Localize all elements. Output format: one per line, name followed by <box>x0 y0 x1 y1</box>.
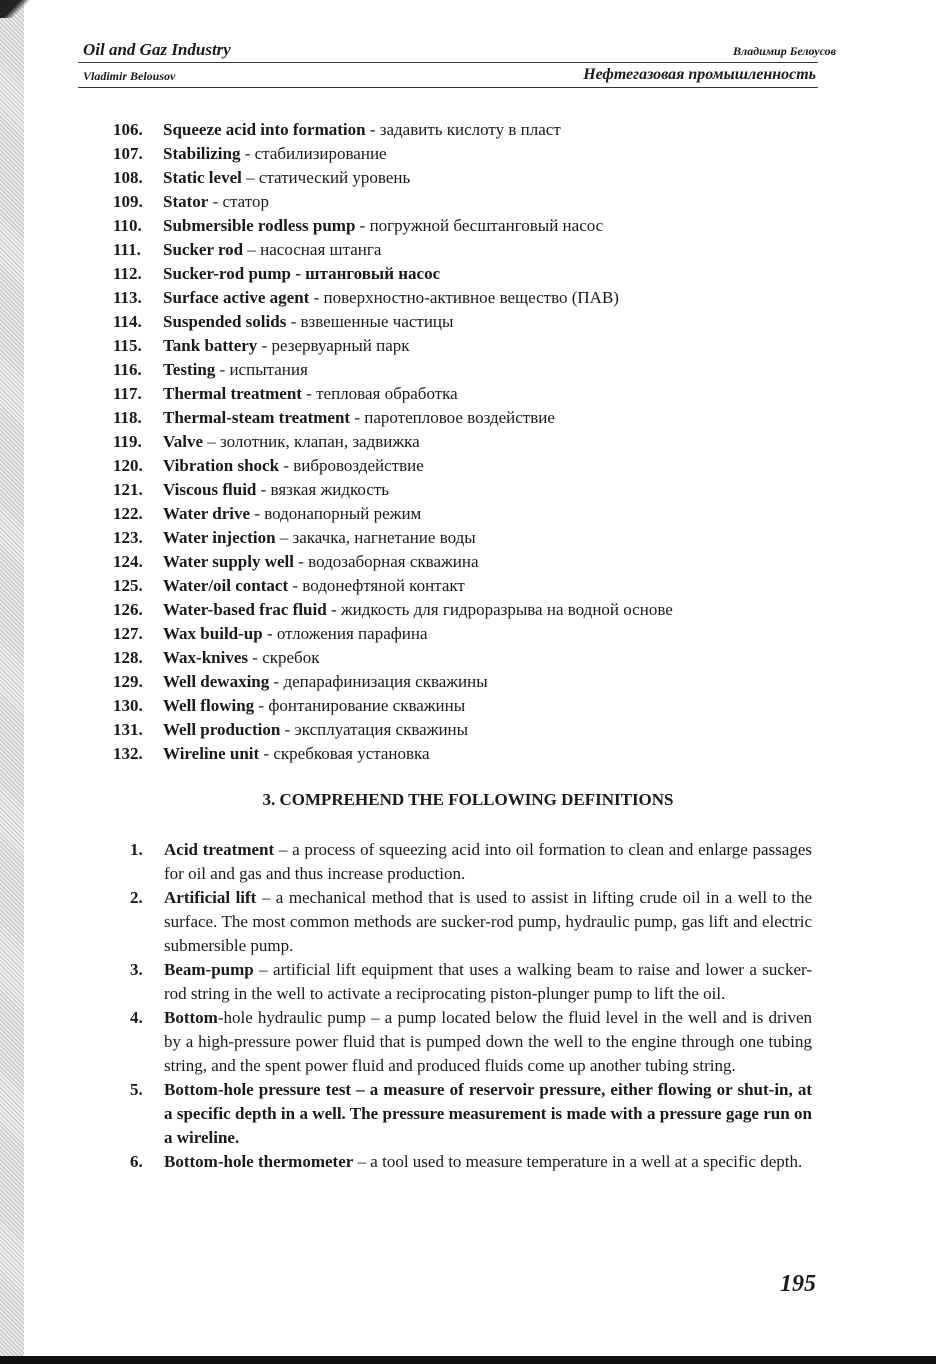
term-en: Squeeze acid into formation <box>163 120 366 139</box>
page-number: 195 <box>780 1271 816 1297</box>
definition-number: 5. <box>130 1080 143 1099</box>
item-number: 115. <box>113 336 142 355</box>
glossary-item <box>113 358 833 382</box>
glossary-item <box>113 742 833 766</box>
glossary-item <box>113 526 833 550</box>
separator: - <box>350 408 365 427</box>
glossary-item <box>113 694 833 718</box>
translation-ru: испытания <box>229 360 308 379</box>
header-rule-bottom <box>78 87 818 88</box>
separator: - <box>279 456 294 475</box>
glossary-item <box>113 430 833 454</box>
definition-term: Acid treatment <box>164 840 275 859</box>
term-en: Stabilizing <box>163 144 241 163</box>
item-number: 113. <box>113 288 142 307</box>
translation-ru: насосная штанга <box>260 240 382 259</box>
translation-ru: золотник, клапан, задвижка <box>220 432 420 451</box>
separator: - <box>215 360 230 379</box>
term-en: Water injection <box>163 528 276 547</box>
glossary-item <box>113 622 833 646</box>
item-number: 131. <box>113 720 143 739</box>
term-en: Valve <box>163 432 203 451</box>
item-number: 119. <box>113 432 142 451</box>
translation-ru: погружной бесштанговый насос <box>369 216 604 235</box>
translation-ru: водонефтяной контакт <box>302 576 465 595</box>
translation-ru: эксплуатация скважины <box>294 720 469 739</box>
definition-number: 3. <box>130 960 143 979</box>
scan-bottom-edge <box>0 1356 936 1364</box>
term-en: Water supply well <box>163 552 294 571</box>
separator: - <box>254 696 269 715</box>
term-en: Wax build-up <box>163 624 263 643</box>
definition-item <box>130 1150 812 1174</box>
translation-ru: отложения парафина <box>276 624 428 643</box>
separator: - <box>326 600 341 619</box>
translation-ru: взвешенные частицы <box>300 312 454 331</box>
item-number: 132. <box>113 744 143 763</box>
glossary-item <box>113 502 833 526</box>
glossary-item <box>113 646 833 670</box>
definition-text: – a measure of reservoir pressure, either flowing or shut-in, at a specific depth in a well. The pressure measurement is made with a pressure gage run on a wireline. <box>164 1080 813 1147</box>
definition-term: Beam-pump <box>164 960 254 979</box>
term-en: Viscous fluid <box>163 480 257 499</box>
translation-ru: паротепловое воздействие <box>364 408 555 427</box>
glossary-item <box>113 142 833 166</box>
translation-ru: фонтанирование скважины <box>268 696 466 715</box>
item-number: 109. <box>113 192 143 211</box>
translation-ru: вязкая жидкость <box>270 480 390 499</box>
separator: - <box>365 120 380 139</box>
definition-item <box>130 1078 812 1150</box>
definition-term: Bottom <box>164 1008 218 1027</box>
glossary-item <box>113 406 833 430</box>
item-number: 118. <box>113 408 142 427</box>
item-number: 114. <box>113 312 142 331</box>
definition-number: 6. <box>130 1152 143 1171</box>
separator: – <box>203 432 220 451</box>
term-en: Stator <box>163 192 209 211</box>
translation-ru: тепловая обработка <box>316 384 458 403</box>
glossary-item <box>113 190 833 214</box>
separator: - <box>256 480 271 499</box>
separator: - <box>269 672 284 691</box>
translation-ru: задавить кислоту в пласт <box>379 120 561 139</box>
separator: - <box>280 720 295 739</box>
item-number: 129. <box>113 672 143 691</box>
definition-item <box>130 886 812 958</box>
definitions-list <box>130 838 812 1174</box>
separator: - <box>257 336 272 355</box>
term-en: Sucker rod <box>163 240 244 259</box>
definition-text: -hole hydraulic pump – a pump located below the fluid level in the well and is driven by a high-pressure power fluid that is pumped down the well to the engine through one tubing string, and the spent power fluid and produced fluids come up another tubing string. <box>164 1008 812 1075</box>
glossary-item <box>113 550 833 574</box>
item-number: 126. <box>113 600 143 619</box>
translation-ru: закачка, нагнетание воды <box>292 528 476 547</box>
definition-item <box>130 838 812 886</box>
definition-term: Bottom-hole thermometer <box>164 1152 354 1171</box>
separator: – <box>241 168 259 187</box>
item-number: 111. <box>113 240 141 259</box>
translation-ru: статический уровень <box>258 168 411 187</box>
glossary-item <box>113 166 833 190</box>
definition-term: Bottom-hole pressure test <box>164 1080 352 1099</box>
glossary-item <box>113 598 833 622</box>
term-en: Well flowing <box>163 696 255 715</box>
glossary-item <box>113 238 833 262</box>
item-number: 106. <box>113 120 143 139</box>
definition-number: 4. <box>130 1008 143 1027</box>
glossary-item <box>113 670 833 694</box>
separator: - <box>208 192 223 211</box>
definition-number: 1. <box>130 840 143 859</box>
definition-number: 2. <box>130 888 143 907</box>
item-number: 123. <box>113 528 143 547</box>
item-number: 112. <box>113 264 142 283</box>
translation-ru: скребок <box>262 648 320 667</box>
item-number: 125. <box>113 576 143 595</box>
scan-corner-shadow <box>0 0 34 18</box>
term-en: Well production <box>163 720 281 739</box>
definition-text: – a tool used to measure temperature in a well at a specific depth. <box>353 1152 803 1171</box>
separator: - <box>250 504 265 523</box>
translation-ru: резервуарный парк <box>271 336 410 355</box>
glossary-item <box>113 334 833 358</box>
definition-text: – artificial lift equipment that uses a walking beam to raise and lower a sucker-rod string in the well to activate a reciprocating piston-plunger pump to lift the oil. <box>164 960 812 1003</box>
term-en: Water-based frac fluid <box>163 600 327 619</box>
item-number: 121. <box>113 480 143 499</box>
definition-term: Artificial lift <box>164 888 257 907</box>
glossary-item <box>113 382 833 406</box>
item-number: 130. <box>113 696 143 715</box>
glossary-item <box>113 574 833 598</box>
item-number: 108. <box>113 168 143 187</box>
item-number: 122. <box>113 504 143 523</box>
translation-ru: депарафинизация скважины <box>283 672 488 691</box>
separator: – <box>275 528 293 547</box>
item-number: 110. <box>113 216 142 235</box>
term-en: Tank battery <box>163 336 258 355</box>
separator: - <box>262 624 277 643</box>
separator: - <box>259 744 274 763</box>
term-en: Surface active agent <box>163 288 310 307</box>
separator: - <box>288 576 303 595</box>
separator: - <box>248 648 263 667</box>
term-en: Vibration shock <box>163 456 280 475</box>
header-book-title-ru: Нефтегазовая промышленность <box>583 66 816 83</box>
item-number: 124. <box>113 552 143 571</box>
term-en: Wireline unit <box>163 744 260 763</box>
header-author-en: Vladimir Belousov <box>83 69 176 83</box>
glossary-item <box>113 310 833 334</box>
translation-ru: стабилизирование <box>254 144 387 163</box>
separator: - <box>355 216 370 235</box>
header-rule <box>78 62 818 63</box>
section-title: 3. COMPREHEND THE FOLLOWING DEFINITIONS <box>262 790 674 809</box>
term-en: Water drive <box>163 504 251 523</box>
separator: - <box>286 312 301 331</box>
glossary-item <box>113 214 833 238</box>
translation-ru: водонапорный режим <box>264 504 422 523</box>
translation-ru: жидкость для гидроразрыва на водной основе <box>340 600 673 619</box>
glossary-item <box>113 262 833 286</box>
separator: – <box>243 240 261 259</box>
term-en: Sucker-rod pump - штанговый насос <box>163 264 441 283</box>
glossary-item <box>113 718 833 742</box>
header-author-ru: Владимир Белоусов <box>733 44 836 58</box>
translation-ru: вибровоздействие <box>293 456 424 475</box>
separator: - <box>240 144 255 163</box>
term-en: Thermal treatment <box>163 384 302 403</box>
term-en: Wax-knives <box>163 648 249 667</box>
translation-ru: поверхностно-активное вещество (ПАВ) <box>323 288 619 307</box>
definition-item <box>130 958 812 1006</box>
term-en: Submersible rodless pump <box>163 216 356 235</box>
glossary-item <box>113 454 833 478</box>
item-number: 128. <box>113 648 143 667</box>
translation-ru: водозаборная скважина <box>308 552 479 571</box>
term-en: Testing <box>163 360 216 379</box>
item-number: 120. <box>113 456 143 475</box>
term-en: Well dewaxing <box>163 672 270 691</box>
term-en: Water/oil contact <box>163 576 289 595</box>
item-number: 107. <box>113 144 143 163</box>
separator: - <box>293 552 309 571</box>
term-en: Thermal-steam treatment <box>163 408 351 427</box>
definition-item <box>130 1006 812 1078</box>
definition-text: – a process of squeezing acid into oil formation to clean and enlarge passages for oil and gas and thus increase production. <box>164 840 812 883</box>
translation-ru: статор <box>222 192 269 211</box>
item-number: 127. <box>113 624 143 643</box>
definition-text: – a mechanical method that is used to assist in lifting crude oil in a well to the surface. The most common methods are sucker-rod pump, hydraulic pump, gas lift and electric submersible pump. <box>164 888 812 955</box>
separator: - <box>301 384 317 403</box>
item-number: 117. <box>113 384 142 403</box>
glossary-item <box>113 478 833 502</box>
translation-ru: скребковая установка <box>273 744 430 763</box>
item-number: 116. <box>113 360 142 379</box>
scan-edge-shading <box>0 0 24 1364</box>
term-en: Static level <box>163 168 242 187</box>
term-en: Suspended solids <box>163 312 287 331</box>
glossary-list <box>113 118 833 766</box>
separator: - <box>309 288 324 307</box>
header-book-title-en: Oil and Gaz Industry <box>83 40 231 59</box>
glossary-item <box>113 286 833 310</box>
glossary-item <box>113 118 833 142</box>
